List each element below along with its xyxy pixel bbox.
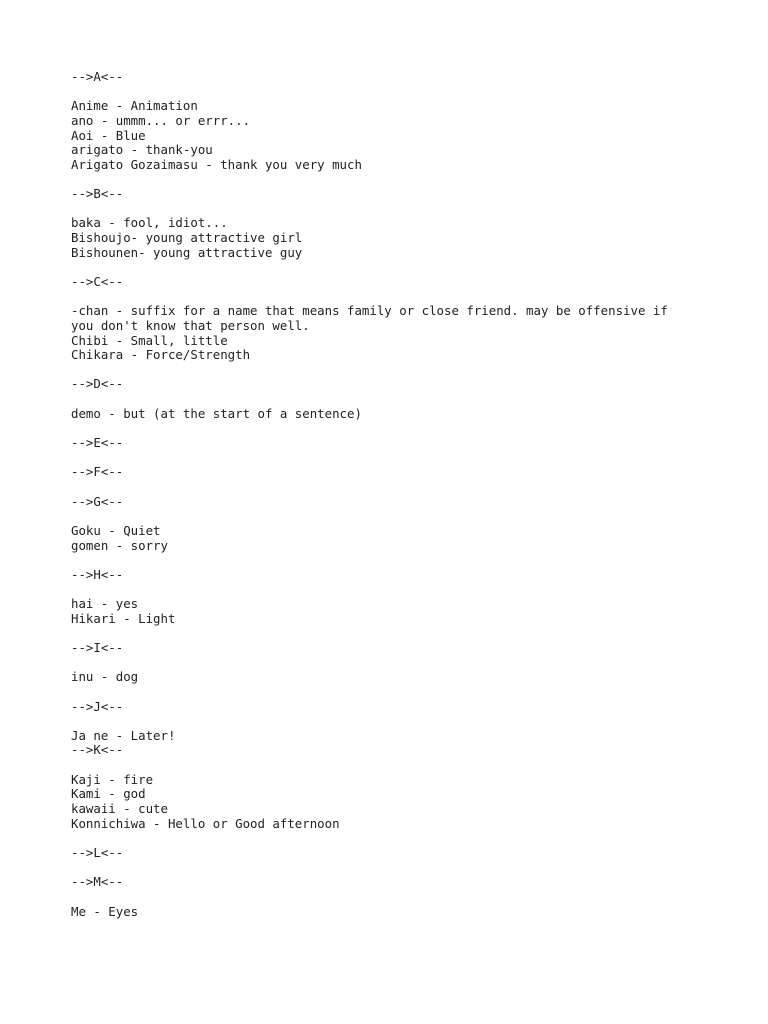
blank-line xyxy=(71,758,751,773)
glossary-entry: Anime - Animation xyxy=(71,98,198,114)
blank-line xyxy=(71,714,751,729)
glossary-entry: Chibi - Small, little xyxy=(71,332,228,348)
blank-line xyxy=(71,890,751,905)
blank-line xyxy=(71,260,751,275)
blank-line xyxy=(71,451,751,466)
glossary-entry: Ja ne - Later! xyxy=(71,727,176,743)
blank-line xyxy=(71,202,751,217)
section-heading: -->C<-- xyxy=(71,273,124,289)
blank-line xyxy=(71,363,751,378)
glossary-entry: Hikari - Light xyxy=(71,610,176,626)
section-heading: -->E<-- xyxy=(71,435,124,451)
section-heading: -->L<-- xyxy=(71,844,124,860)
glossary-entry: Me - Eyes xyxy=(71,903,139,919)
section-heading: -->M<-- xyxy=(71,874,124,890)
blank-line xyxy=(71,421,751,436)
glossary-entry: arigato - thank-you xyxy=(71,142,213,158)
glossary-entry: Bishounen- young attractive guy xyxy=(71,244,303,260)
blank-line xyxy=(71,861,751,876)
blank-line xyxy=(71,509,751,524)
document-text xyxy=(71,70,751,919)
section-heading: -->J<-- xyxy=(71,698,124,714)
glossary-entry: Kaji - fire xyxy=(71,771,154,787)
section-heading: -->G<-- xyxy=(71,493,124,509)
blank-line xyxy=(71,831,751,846)
section-heading: -->I<-- xyxy=(71,639,124,655)
glossary-entry: gomen - sorry xyxy=(71,537,168,553)
section-heading: -->B<-- xyxy=(71,186,124,202)
blank-line xyxy=(71,553,751,568)
glossary-entry: Bishoujo- young attractive girl xyxy=(71,230,303,246)
section-heading: -->D<-- xyxy=(71,376,124,392)
glossary-entry: you don't know that person well. xyxy=(71,317,310,333)
glossary-entry: baka - fool, idiot... xyxy=(71,215,228,231)
glossary-entry: Kami - god xyxy=(71,786,146,802)
blank-line xyxy=(71,392,751,407)
section-heading: -->H<-- xyxy=(71,566,124,582)
glossary-entry: Chikara - Force/Strength xyxy=(71,347,251,363)
glossary-entry: Goku - Quiet xyxy=(71,522,161,538)
glossary-entry: Aoi - Blue xyxy=(71,127,146,143)
blank-line xyxy=(71,480,751,495)
blank-line xyxy=(71,685,751,700)
glossary-entry: hai - yes xyxy=(71,596,139,612)
blank-line xyxy=(71,582,751,597)
glossary-entry: -chan - suffix for a name that means family or close friend. may be offensive if xyxy=(71,303,668,319)
blank-line xyxy=(71,290,751,305)
section-heading: -->A<-- xyxy=(71,69,124,84)
glossary-entry: Konnichiwa - Hello or Good afternoon xyxy=(71,815,340,831)
glossary-entry: kawaii - cute xyxy=(71,801,168,817)
blank-line xyxy=(71,656,751,671)
section-heading: -->F<-- xyxy=(71,464,124,480)
blank-line xyxy=(71,626,751,641)
blank-line xyxy=(71,172,751,187)
blank-line xyxy=(71,85,751,100)
glossary-entry: ano - ummm... or errr... xyxy=(71,112,251,128)
glossary-entry: inu - dog xyxy=(71,669,139,685)
glossary-entry: Arigato Gozaimasu - thank you very much xyxy=(71,156,362,172)
section-heading: -->K<-- xyxy=(71,742,124,758)
glossary-entry: demo - but (at the start of a sentence) xyxy=(71,405,362,421)
